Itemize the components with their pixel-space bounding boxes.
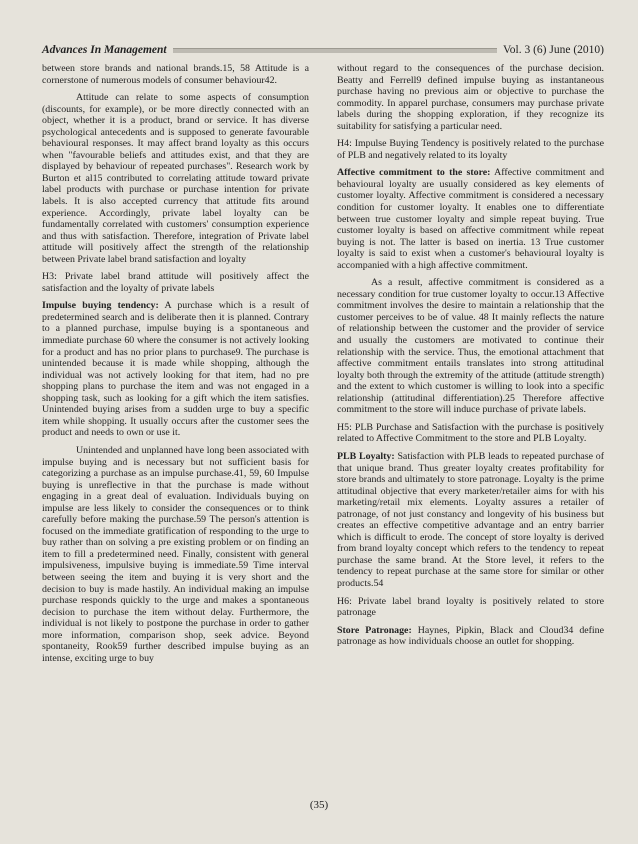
paragraph: As a result, affective commitment is considered as a necessary condition for true customer loyalty to occur.13 Affective commitment involves the desire to maintain a relationship that the customer perceives to be of value. 48 It mainly reflects the nature of relationship between the customer and the provider of service and usually the customers are motivated to continue their relationship with the service. Thus, the emotional attachment that affective commitment entails translates into strong attitudinal loyalty both through the extremity of the attitude (attitude strength) and the extent to which customer is willing to look into a specific relationship (attitudinal differentiation).25 Therefore affective commitment to the store will induce purchase of private labels. — [337, 277, 604, 416]
section-text: Satisfaction with PLB leads to repeated purchase of that unique brand. Thus greater loyalty creates profitability for store brands and ultimately to store patronage. Loyalty is the prime attitudinal objective that every marketer/retailer aims for with his marketing/retail mix elements. Loyalty assures a retailer of patronage, of not just constancy and longevity of his business but creates an effective competitive advantage and an entry barrier which is difficult to erode. The concept of store loyalty is derived from brand loyalty concept which refers to the tendency to repeat purchase the same brand. At the Store level, it refers to the tendency to repeat purchase at the same store for similar or other products.54 — [337, 450, 604, 589]
left-column — [42, 63, 309, 670]
section-text: Affective commitment and behavioural loyalty are usually considered as key elements of customer loyalty. Affective commitment is considered a necessary condition for customer loyalty. It enables one to differentiate between true customer loyalty and simple repeat buying. True customer loyalty is based on affective commitment while repeat buying is not. The latter is based on inertia. 13 True customer loyalty is said to exist when a customer's behavioural loyalty is accompanied with a high affective commitment. — [337, 167, 605, 271]
header-rule — [173, 48, 497, 53]
paragraph — [337, 451, 604, 590]
paragraph — [42, 300, 309, 439]
journal-title: Advances In Management — [42, 44, 167, 56]
hypothesis-h3: H3: Private label brand attitude will positively affect the satisfaction and the loyalty of private labels — [42, 271, 309, 294]
right-column — [337, 63, 604, 670]
running-header — [42, 42, 604, 58]
section-term: Affective commitment to the store: — [337, 167, 491, 179]
paragraph — [337, 167, 604, 271]
section-text: A purchase which is a result of predetermined search and is deliberate then it is planned. Contrary to a planned purchase, impulse buying is a spontaneous and immediate purchase 60 where the consumer is not actively looking for a product and has no prior plans to purchase9. The purchase is unintended because it is made while shopping, although the individual was not actively looking for that item, had no pre shopping plans to purchase the item and was not engaged in a shopping task, such as looking for a gift which the item satisfies. Unintended buying arises from a sudden urge to buy a specific item while shopping. It usually occurs after the customer sees the product and needs to own or use it. — [42, 300, 309, 439]
page-number: (35) — [309, 799, 329, 811]
body-columns — [42, 63, 604, 670]
paragraph — [337, 625, 604, 648]
section-term: Impulse buying tendency: — [42, 300, 159, 312]
section-term: PLB Loyalty: — [337, 450, 395, 462]
paragraph: without regard to the consequences of the purchase decision. Beatty and Ferrell9 defined impulse buying as instantaneous purchase having no previous aim or objective to purchase the commodity. In apparel purchase, consumers may purchase private labels during the shopping exploration, if they recognize its suitability for satisfying a particular need. — [337, 63, 604, 132]
paragraph: Unintended and unplanned have long been associated with impulse buying and is necessary but not sufficient basis for categorizing a purchase as an impulse purchase.41, 59, 60 Impulse buying is unreflective in that the purchase is made without engaging in a great deal of evaluation. Individuals buying on impulse are less likely to consider the consequences or to think carefully before making the purchase.59 The person's attention is focused on the immediate gratification of responding to the urge to buy rather than on solving a pre existing problem or on finding an item to fill a predetermined need. Finally, consistent with general impulsiveness, impulsive buying is immediate.59 Time interval between seeing the item and buying it is very short and the decision to buy is made hastily. An individual making an impulse purchase responds quickly to the urge and makes a spontaneous decision to purchase the item without delay. Furthermore, the individual is not likely to postpone the purchase in order to gather more information, comparison shop, seek advice. Beyond spontaneity, Rook59 further described impulse buying as an intense, exciting urge to buy — [42, 444, 309, 664]
issue-info: Vol. 3 (6) June (2010) — [502, 44, 604, 56]
paragraph: between store brands and national brands.15, 58 Attitude is a cornerstone of numerous models of consumer behaviour42. — [42, 63, 309, 86]
hypothesis-h5: H5: PLB Purchase and Satisfaction with the purchase is positively related to Affective Commitment to the store and PLB Loyalty. — [337, 421, 604, 445]
hypothesis-h4: H4: Impulse Buying Tendency is positively related to the purchase of PLB and negatively related to its loyalty — [337, 138, 604, 161]
section-text: Haynes, Pipkin, Black and Cloud34 define patronage as how individuals choose an outlet for shopping. — [337, 624, 604, 648]
paragraph: Attitude can relate to some aspects of consumption (discounts, for example), or be more directly connected with an object, whether it is a product, brand or service. It has diverse psychological antecedents and is supposed to generate favourable behavioural responses. It may affect brand loyalty as this occurs when "favourable beliefs and attitudes exist, and that they are displayed by behaviour of repeated purchases". Research work by Burton et al15 contributed to correlating attitude toward private label products with purchase or purchase intention for private labels. It is also accepted currency that attitude fits around experience. Accordingly, private label loyalty can be fundamentally correlated with customers' consumption experience and thus with satisfaction. Therefore, integration of Private label attitude will positively affect the strength of the relationship between Private label brand satisfaction and loyalty — [42, 92, 309, 265]
section-term: Store Patronage: — [337, 624, 412, 636]
hypothesis-h6: H6: Private label brand loyalty is positively related to store patronage — [337, 595, 604, 619]
